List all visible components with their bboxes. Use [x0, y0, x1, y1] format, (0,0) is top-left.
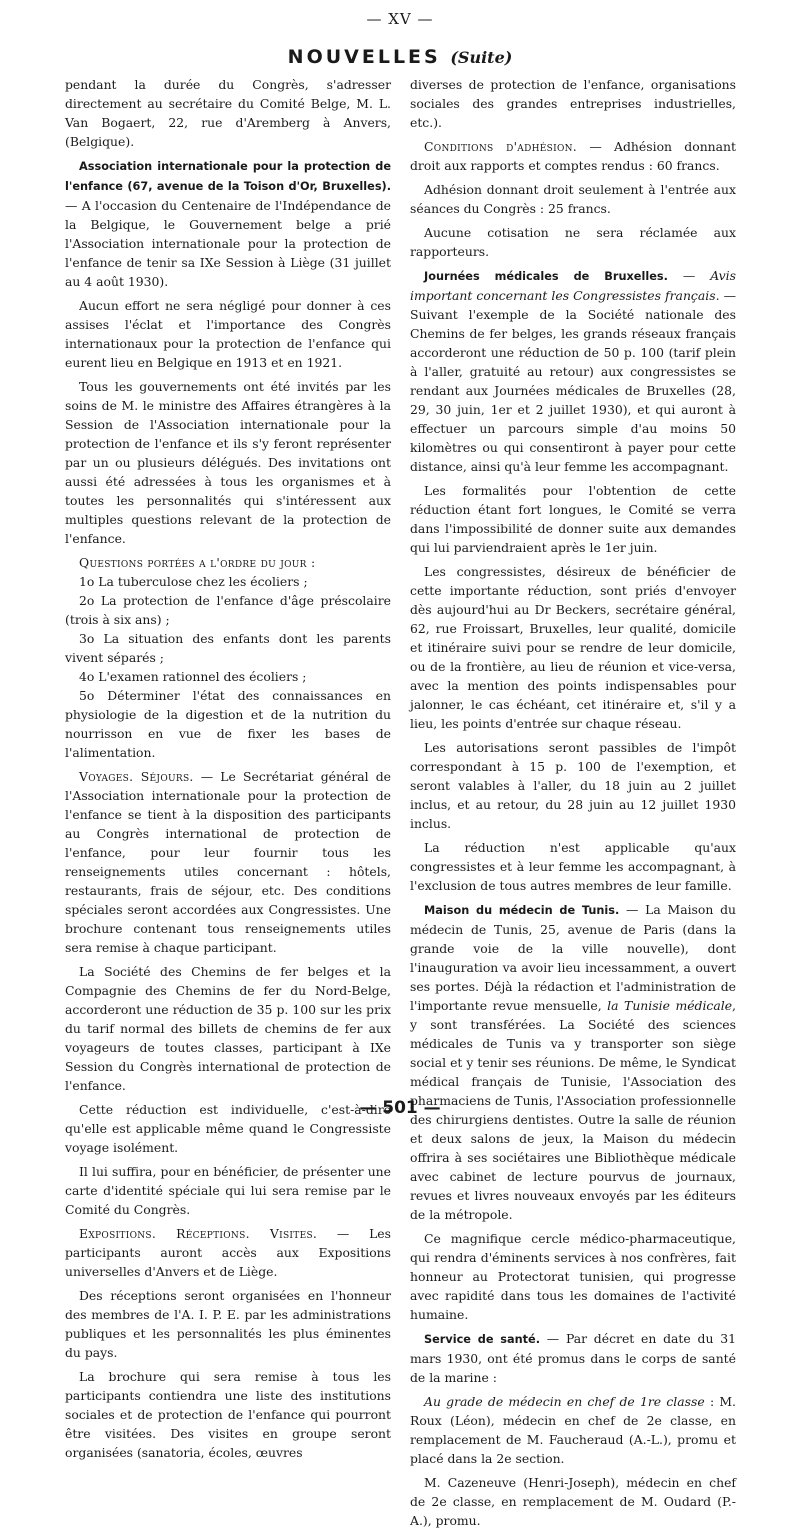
- heading-sante: Service de santé.: [424, 1333, 540, 1346]
- heading-association: Association internationale pour la protection de l'enfance (67, avenue de la Toison d'Or, Bruxelles).: [65, 160, 391, 193]
- page-title: [0, 46, 800, 68]
- question-item: 3o La situation des enfants dont les parents vivent séparés ;: [65, 631, 391, 665]
- grade-body: : M. Roux (Léon), médecin en chef de 2e classe, en remplacement de M. Faucheraud (A.-L.), promu et placé dans la 2e section.: [410, 1394, 736, 1466]
- heading-voyages: Voyages. Séjours.: [79, 769, 194, 784]
- paragraph-continuation: diverses de protection de l'enfance, organisations sociales des grandes entreprises industrielles, etc.).: [410, 77, 736, 130]
- maison-body-2: , y sont transférées. La Société des sciences médicales de Tunis va y transporter son siège social et y tenir ses réunions. De même, le Syndicat médical français de Tunisie, l'Association des pharmaciens de Tunis, l'Association professionnelle des chirurgiens dentistes. Outre la salle de réunion et deux salons de jeux, la Maison du médecin offrira à ses sociétaires une Bibliothèque médicale avec cabinet de lecture pourvus de journaux, revues et livres nouveaux envoyés par les éditeurs de la métropole.: [410, 998, 736, 1222]
- title-text: NOUVELLES: [287, 46, 441, 68]
- left-column: [65, 75, 391, 1467]
- paragraph-expositions: [65, 1224, 391, 1281]
- grade-italic: Au grade de médecin en chef de 1re classe: [424, 1394, 705, 1409]
- paragraph-cazeneuve: M. Cazeneuve (Henri-Joseph), médecin en chef de 2e classe, en remplacement de M. Oudard (P.-A.), promu.: [410, 1475, 736, 1528]
- journees-body: — Suivant l'exemple de la Société nationale des Chemins de fer belges, les grands réseaux français accorderont une réduction de 50 p. 100 (tarif plein à l'aller, gratuité au retour) aux congressistes se rendant aux Journées médicales de Bruxelles (28, 29, 30 juin, 1er et 2 juillet 1930), et qui auront à effectuer un parcours simple d'au moins 50 kilomètres ou qui consentiront à payer pour cette distance, ainsi qu'à leur femme les accompagnant.: [410, 288, 736, 474]
- maison-revue-title: la Tunisie médicale: [607, 998, 733, 1013]
- heading-journees: Journées médicales de Bruxelles.: [424, 270, 668, 283]
- paragraph-receptions: Des réceptions seront organisées en l'honneur des membres de l'A. I. P. E. par les administrations publiques et les personnalités les plus éminentes du pays.: [65, 1288, 391, 1360]
- paragraph-maison: [410, 900, 736, 1224]
- paragraph-carte: Il lui suffira, pour en bénéficier, de présenter une carte d'identité spéciale qui lui sera remise par le Comité du Congrès.: [65, 1164, 391, 1217]
- paragraph-grade: [410, 1392, 736, 1468]
- heading-expositions: Expositions. Réceptions. Visites.: [79, 1226, 318, 1241]
- title-suffix: (Suite): [450, 48, 513, 67]
- paragraph-sante: [410, 1329, 736, 1387]
- paragraph-congressistes: Les congressistes, désireux de bénéficier de cette importante réduction, sont priés d'envoyer dès aujourd'hui au Dr Beckers, secrétaire général, 62, rue Froissart, Bruxelles, leur qualité, domicile et itinéraire suivi pour se rendre de leur domicile, ou de la frontière, au lieu de réunion et vice-versa, avec la mention des points indispensables pour jalonner, le cas échéant, cet itinéraire et, s'il y a lieu, les points d'entrée sur chaque réseau.: [410, 564, 736, 731]
- paragraph-adhesion: Adhésion donnant droit seulement à l'entrée aux séances du Congrès : 25 francs.: [410, 182, 736, 216]
- paragraph-association: [65, 156, 391, 291]
- paragraph-voyages: [65, 767, 391, 957]
- question-item: 2o La protection de l'enfance d'âge préscolaire (trois à six ans) ;: [65, 593, 391, 627]
- heading-maison: Maison du médecin de Tunis.: [424, 904, 620, 917]
- heading-conditions: Conditions d'adhésion.: [424, 139, 578, 154]
- question-item: 4o L'examen rationnel des écoliers ;: [79, 669, 307, 684]
- association-body: — A l'occasion du Centenaire de l'Indépendance de la Belgique, le Gouvernement belge a prié l'Association internationale pour la protection de l'enfance de tenir sa IXe Session à Liège (31 juillet au 4 août 1930).: [65, 198, 391, 289]
- journees-avis: — Avis important concernant les Congressistes français.: [410, 268, 736, 303]
- roman-folio: — XV —: [366, 10, 434, 28]
- paragraph-reduction: Cette réduction est individuelle, c'est-à-dire qu'elle est applicable même quand le Congressiste voyage isolément.: [65, 1102, 391, 1155]
- paragraph-autorisations: Les autorisations seront passibles de l'impôt correspondant à 15 p. 100 de l'exemption, et seront valables à l'aller, du 18 juin au 2 juillet inclus, et au retour, du 28 juin au 12 juillet 1930 inclus.: [410, 740, 736, 831]
- maison-body: — La Maison du médecin de Tunis, 25, avenue de Paris (dans la grande voie de la ville nouvelle), dont l'inauguration va avoir lieu incessamment, a ouvert ses portes. Déjà la rédaction et l'administration de l'importante revue mensuelle,: [410, 902, 736, 1013]
- paragraph-cercle: Ce magnifique cercle médico-pharmaceutique, qui rendra d'éminents services à nos confrères, fait honneur au Protectorat tunisien, qui progresse avec rapidité dans tous les domaines de l'activité humaine.: [410, 1231, 736, 1322]
- paragraph-formalites: Les formalités pour l'obtention de cette réduction étant fort longues, le Comité se verra dans l'impossibilité de donner suite aux demandes qui lui parviendraient après le 1er juin.: [410, 483, 736, 555]
- heading-questions: Questions portées a l'ordre du jour :: [79, 555, 316, 570]
- paragraph-gouvernements: Tous les gouvernements ont été invités par les soins de M. le ministre des Affaires étrangères à la Session de l'Association internationale pour la protection de l'enfance et ils s'y feront représenter par un ou plusieurs délégués. Des invitations ont aussi été adressées à tous les organismes et à toutes les personnalités qui s'intéressent aux multiples questions relevant de la protection de l'enfance.: [65, 379, 391, 546]
- paragraph-cotisation: Aucune cotisation ne sera réclamée aux rapporteurs.: [410, 225, 736, 259]
- right-column: [410, 75, 736, 1535]
- paragraph-brochure: La brochure qui sera remise à tous les participants contiendra une liste des institutions sociales et de protection de l'enfance qui pourront être visitées. Des visites en groupe seront organisées (sanatoria, écoles, œuvres: [65, 1369, 391, 1460]
- paragraph-chemins-de-fer: La Société des Chemins de fer belges et la Compagnie des Chemins de fer du Nord-Belge, accorderont une réduction de 35 p. 100 sur les prix du tarif normal des billets de chemins de fer aux voyageurs de toutes classes, participant à IXe Session du Congrès international de protection de l'enfance.: [65, 964, 391, 1093]
- expositions-body: — Les participants auront accès aux Expositions universelles d'Anvers et de Liège.: [65, 1226, 391, 1279]
- question-item: 1o La tuberculose chez les écoliers ;: [79, 574, 308, 589]
- paragraph-effort: Aucun effort ne sera négligé pour donner à ces assises l'éclat et l'importance des Congrès internationaux pour la protection de l'enfance qui eurent lieu en Belgique en 1913 et en 1921.: [65, 298, 391, 370]
- paragraph-congres-contact: pendant la durée du Congrès, s'adresser directement au secrétaire du Comité Belge, M. L. Van Bogaert, 22, rue d'Aremberg à Anvers, (Belgique).: [65, 77, 391, 149]
- page-number: — 501 —: [359, 1098, 441, 1118]
- question-item: 5o Déterminer l'état des connaissances en physiologie de la digestion et de la nutrition du nourrisson en vue de fixer les bases de l'alimentation.: [65, 688, 391, 760]
- paragraph-reduction-famille: La réduction n'est applicable qu'aux congressistes et à leur femme les accompagnant, à l'exclusion de tous autres membres de leur famille.: [410, 840, 736, 893]
- sante-body: — Par décret en date du 31 mars 1930, ont été promus dans le corps de santé de la marine :: [410, 1331, 736, 1385]
- voyages-body: — Le Secrétariat général de l'Association internationale pour la protection de l'enfance se tient à la disposition des participants au Congrès international de protection de l'enfance, pour leur fournir tous les renseignements utiles concernant : hôtels, restaurants, frais de séjour, etc. Des conditions spéciales seront accordées aux Congressistes. Une brochure contenant tous renseignements utiles sera remise à chaque participant.: [65, 769, 391, 955]
- paragraph-journees: [410, 266, 736, 476]
- conditions-body: — Adhésion donnant droit aux rapports et comptes rendus : 60 francs.: [410, 139, 736, 173]
- paragraph-conditions: [410, 137, 736, 175]
